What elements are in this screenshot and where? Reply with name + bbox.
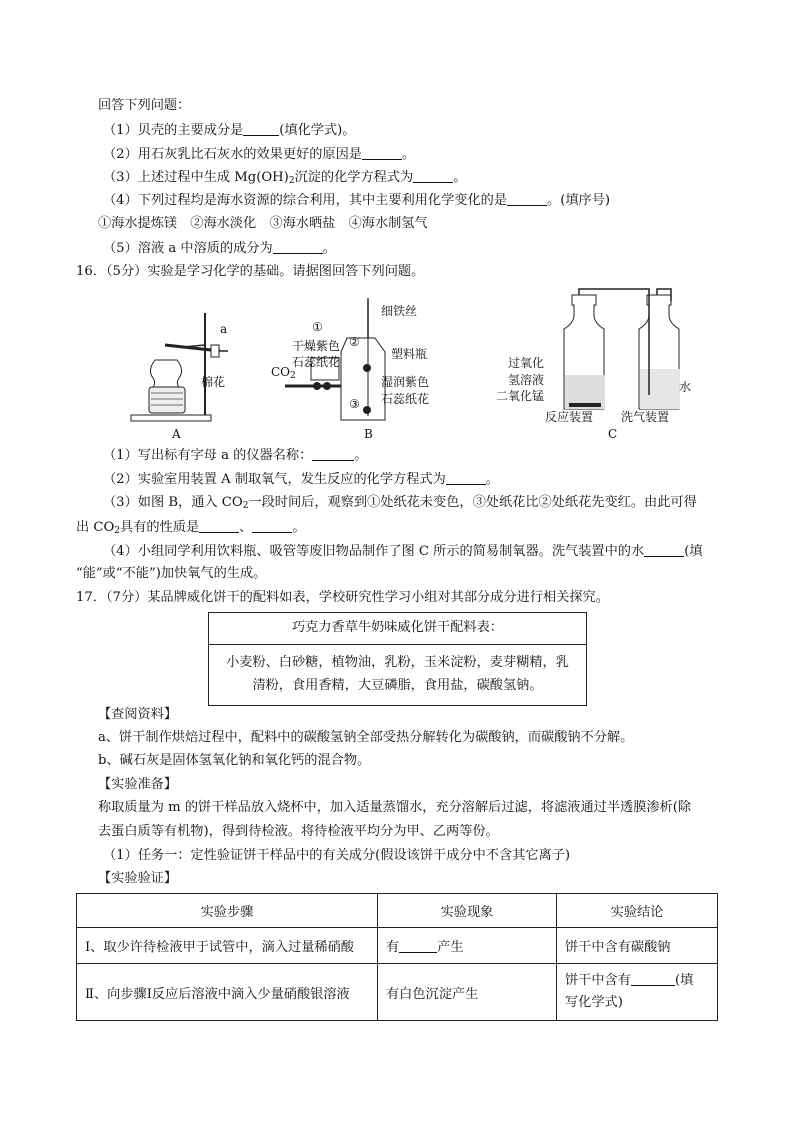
figure-b-caption: B <box>364 427 373 441</box>
q16-part3-sub: 2 <box>242 501 249 511</box>
prep-line-1-text: 称取质量为 m 的饼干样品放入烧杯中，加入适量蒸馏水，充分溶解后过滤，将滤液通过半透膜渗析(除 <box>98 800 692 815</box>
header-conclusion: 实验结论 <box>557 894 718 928</box>
q16-title <box>76 263 424 281</box>
q16-part4 <box>103 542 703 561</box>
row2-observation: 有白色沉淀产生 <box>378 964 557 1021</box>
water <box>640 369 680 409</box>
ingredients-line-2: 清粉，食用香精，大豆磷脂，食用盐，碳酸氢钠。 <box>252 678 543 693</box>
q16-part3-text-e: 、 <box>239 520 253 535</box>
figure-b-circle-1: ① <box>312 320 323 334</box>
figure-a-label-a: a <box>220 322 228 336</box>
q15-options <box>98 215 428 233</box>
row1-step: Ⅰ、取少许待检液甲于试管中，滴入过量稀硝酸 <box>77 928 378 964</box>
table-header-row <box>77 894 718 928</box>
answer-blank[interactable] <box>243 121 279 136</box>
q15-part2-text-b: 。 <box>401 147 416 162</box>
q16-part2-text-a: （2）实验室用装置 A 制取氧气，发生反应的化学方程式为 <box>103 472 446 487</box>
prep-line-1 <box>98 799 691 817</box>
alcohol-lamp-flame <box>150 360 181 390</box>
q16-part3 <box>103 494 697 515</box>
q15-intro <box>98 97 190 115</box>
q15-part1 <box>103 121 356 140</box>
stand-base <box>131 415 211 421</box>
mno2 <box>569 403 601 407</box>
figure-a-label-cotton: 棉花 <box>201 375 226 389</box>
q16-part4-text-b: (填 <box>684 544 703 559</box>
figure-b-dry-label-1: 干燥紫色 <box>292 339 341 353</box>
q16-part4-text-a: （4）小组同学利用饮料瓶、吸管等废旧物品制作了图 C 所示的简易制氧器。洗气装置中的水 <box>103 544 645 559</box>
q15-part3 <box>103 168 466 190</box>
q16-part3-text-b: 一段时间后，观察到①处纸花未变色，③处纸花比②处纸花先变红。由此可得 <box>248 495 697 510</box>
q16-part2-text-b: 。 <box>485 472 499 487</box>
cotton-plug <box>211 345 219 357</box>
co2-sub: 2 <box>290 371 296 381</box>
q16-part1 <box>103 446 367 465</box>
q16-part3-sub-2: 2 <box>114 526 121 536</box>
q15-part3-text-b: 沉淀的化学方程式为 <box>294 170 414 185</box>
answer-blank[interactable] <box>312 446 354 461</box>
q15-part4 <box>103 191 610 210</box>
co2-text: CO <box>271 365 291 379</box>
q15-part4-text-b: 。(填序号) <box>547 193 611 208</box>
figure-b-circle-3: ③ <box>349 397 360 411</box>
q16-part1-text-b: 。 <box>354 448 368 463</box>
q15-part5 <box>103 239 336 258</box>
ingredients-divider <box>209 644 586 645</box>
row1-observation <box>378 928 557 964</box>
q16-part3-text-a: （3）如图 B，通入 CO <box>103 495 243 510</box>
figure-c-h2o2-1: 过氧化 <box>508 356 545 370</box>
header-observation: 实验现象 <box>378 894 557 928</box>
task-1-text: （1）任务一：定性验证饼干样品中的有关成分(假设该饼干成分中不含其它离子) <box>103 848 571 863</box>
reference-a <box>98 729 633 747</box>
figure-c-washer-label: 洗气装置 <box>621 410 670 424</box>
q16-part3-cont <box>76 518 306 540</box>
answer-blank[interactable] <box>362 145 402 160</box>
row2-con-b: (填 <box>674 973 694 988</box>
q15-part1-text-a: （1）贝壳的主要成分是 <box>103 123 244 138</box>
q16-part4-text-c: “能”或“不能”)加快氧气的生成。 <box>76 566 267 581</box>
q16-part1-text-a: （1）写出标有字母 a 的仪器名称： <box>103 448 313 463</box>
clamp <box>183 345 205 347</box>
figure-b-wet-label-1: 湿润紫色 <box>381 375 430 389</box>
q15-part3-sub: 2 <box>288 176 295 186</box>
row2-con-c: 写化学式) <box>565 995 623 1010</box>
q16-part2 <box>103 470 499 489</box>
row2-step: Ⅱ、向步骤Ⅰ反应后溶液中滴入少量硝酸银溶液 <box>77 964 378 1021</box>
ingredients-line-1: 小麦粉、白砂糖，植物油，乳粉，玉米淀粉，麦芽糊精，乳 <box>226 655 569 670</box>
prep-line-2 <box>98 823 499 841</box>
row1-conclusion: 饼干中含有碳酸钠 <box>557 928 718 964</box>
ingredients-table <box>208 612 587 706</box>
q15-part1-text-b: (填化学式)。 <box>279 123 356 138</box>
answer-blank[interactable] <box>252 518 292 533</box>
q16-part3-text-d: 具有的性质是 <box>120 520 200 535</box>
reference-b-text: b、碱石灰是固体氢氧化钠和氧化钙的混合物。 <box>98 753 371 768</box>
q15-part5-text-a: （5）溶液 a 中溶质的成分为 <box>103 241 273 256</box>
row1-obs-a: 有 <box>386 940 400 955</box>
answer-blank[interactable] <box>199 518 239 533</box>
table-row <box>77 928 718 964</box>
connecting-tube <box>579 289 649 295</box>
row2-con-a: 饼干中含有 <box>565 973 631 988</box>
row2-conclusion <box>557 964 718 1021</box>
answer-blank[interactable] <box>413 168 453 183</box>
figure-c-water: 水 <box>679 380 692 394</box>
q15-options-text: ①海水提炼镁 ②海水淡化 ③海水晒盐 ④海水制氢气 <box>98 216 428 231</box>
answer-blank[interactable] <box>644 542 684 557</box>
answer-blank[interactable] <box>273 239 323 254</box>
reference-b <box>98 752 370 770</box>
figure-c-caption: C <box>608 427 618 441</box>
q15-part2 <box>103 145 415 164</box>
answer-blank[interactable] <box>399 938 437 953</box>
figure-b-circle-2: ② <box>349 335 360 349</box>
answer-blank[interactable] <box>446 470 486 485</box>
plastic-bottle <box>341 338 385 420</box>
figure-a-apparatus <box>125 305 235 425</box>
task-1 <box>103 847 570 865</box>
q15-part2-text-a: （2）用石灰乳比石灰水的效果更好的原因是 <box>103 147 362 162</box>
figure-b-bottle-label: 塑料瓶 <box>391 347 428 361</box>
prep-heading-text: 【实验准备】 <box>98 777 178 792</box>
q16-title-text: 16．（5分）实验是学习化学的基础。请据图回答下列问题。 <box>76 264 425 279</box>
verify-heading-text: 【实验验证】 <box>98 871 178 886</box>
table-row <box>77 964 718 1021</box>
q17-title-text: 17．（7分）某品牌威化饼干的配料如表，学校研究性学习小组对其部分成分进行相关探究。 <box>76 590 609 605</box>
q15-intro-text: 回答下列问题： <box>98 98 191 113</box>
figure-c-apparatus <box>545 285 685 415</box>
figure-b-dry-label-2: 石蕊纸花 <box>292 355 341 369</box>
q15-part5-text-b: 。 <box>322 241 336 256</box>
row1-obs-b: 产生 <box>437 940 464 955</box>
paper-flower-1 <box>313 382 321 390</box>
q16-part3-text-f: 。 <box>292 520 306 535</box>
figure-b-wire-label: 细铁丝 <box>381 304 418 318</box>
ingredients-title: 巧克力香草牛奶味威化饼干配料表： <box>292 620 503 635</box>
figure-c-mno2: 二氧化锰 <box>496 389 545 403</box>
verify-heading <box>98 870 177 888</box>
answer-blank[interactable] <box>631 971 675 986</box>
reference-heading-text: 【查阅资料】 <box>98 707 178 722</box>
figure-a-caption: A <box>172 427 181 441</box>
experiment-table <box>76 893 718 1021</box>
q15-part3-text-a: （3）上述过程中生成 Mg(OH) <box>103 170 289 185</box>
reference-a-text: a、饼干制作烘焙过程中，配料中的碳酸氢钠全部受热分解转化为碳酸钠，而碳酸钠不分解。 <box>98 730 634 745</box>
q16-part4-cont <box>76 565 266 583</box>
q16-part3-text-c: 出 CO <box>76 520 115 535</box>
prep-line-2-text: 去蛋白质等有机物)，得到待检液。将待检液平均分为甲、乙两等份。 <box>98 824 499 839</box>
header-step: 实验步骤 <box>77 894 378 928</box>
q17-title <box>76 589 609 607</box>
q15-part4-text-a: （4）下列过程均是海水资源的综合利用，其中主要利用化学变化的是 <box>103 193 508 208</box>
figure-c-h2o2-2: 氢溶液 <box>508 373 545 387</box>
paper-flower-2 <box>363 364 371 372</box>
figure-b-co2-label <box>271 365 296 381</box>
figure-b-wet-label-2: 石蕊纸花 <box>381 392 430 406</box>
figure-c-reactor-label: 反应装置 <box>545 410 594 424</box>
alcohol-lamp <box>149 387 185 413</box>
paper-flower-3 <box>363 406 371 414</box>
prep-heading <box>98 776 177 794</box>
answer-blank[interactable] <box>507 191 547 206</box>
q15-part3-text-c: 。 <box>453 170 467 185</box>
reference-heading <box>98 706 177 724</box>
